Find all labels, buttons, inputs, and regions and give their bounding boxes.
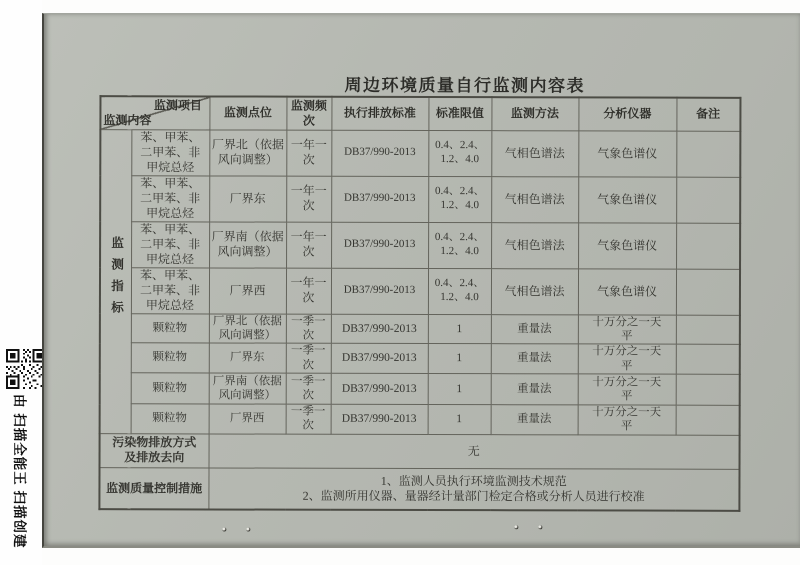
- cell-standard: DB37/990-2013: [331, 130, 428, 176]
- header-method: 监测方法: [491, 97, 578, 130]
- cell-freq: 一季一次: [286, 343, 331, 373]
- binder-dot: [514, 525, 518, 529]
- cell-remark: [676, 269, 740, 315]
- binder-dot: [538, 525, 542, 529]
- cell-standard: DB37/990-2013: [331, 314, 428, 344]
- cell-freq: 一年一次: [286, 222, 331, 268]
- cell-instrument: 十万分之一天平: [578, 405, 676, 435]
- cell-limit: 1: [428, 374, 491, 405]
- cell-instrument: 气象色谱仪: [578, 268, 676, 314]
- cell-item: 苯、甲苯、二甲苯、非甲烷总烃: [131, 175, 209, 221]
- cell-freq: 一季一次: [286, 314, 331, 344]
- row-group-cell: [100, 129, 132, 433]
- cell-point: 厂界北（依据风向调整）: [209, 129, 286, 175]
- cell-instrument: 气象色谱仪: [578, 176, 676, 222]
- cell-method: 重量法: [491, 314, 578, 344]
- camscanner-watermark-text: 由 扫描全能王 扫描创建: [12, 394, 27, 549]
- header-standard: 执行排放标准: [331, 97, 428, 130]
- cell-method: 气相色谱法: [491, 222, 578, 268]
- cell-point: 厂界南（依据风向调整）: [209, 373, 286, 404]
- cell-item: 苯、甲苯、二甲苯、非甲烷总烃: [131, 221, 209, 267]
- cell-point: 厂界东: [209, 343, 286, 373]
- cell-point: 厂界北（依据风向调整）: [209, 313, 286, 343]
- cell-remark: [676, 177, 740, 223]
- table-row: [100, 373, 740, 406]
- table-row: [100, 267, 740, 315]
- cell-method: 气相色谱法: [491, 130, 578, 176]
- table-row: [100, 404, 740, 435]
- binder-dot: [246, 528, 250, 532]
- cell-instrument: 气象色谱仪: [578, 222, 676, 268]
- cell-remark: [676, 344, 740, 374]
- cell-freq: 一季一次: [286, 373, 331, 404]
- cell-remark: [676, 315, 740, 345]
- table-row: [100, 343, 740, 374]
- header-freq: 监测频次: [286, 97, 331, 130]
- qr-code-icon: [6, 348, 46, 390]
- header-instrument: 分析仪器: [578, 97, 676, 130]
- cell-standard: DB37/990-2013: [331, 344, 428, 374]
- cell-item: 颗粒物: [131, 343, 209, 373]
- cell-standard: DB37/990-2013: [331, 373, 428, 404]
- qc-line-2: 2、监测所用仪器、量器经计量部门检定合格或分析人员进行校准: [302, 488, 645, 504]
- cell-item: 颗粒物: [131, 373, 209, 404]
- cell-method: 重量法: [491, 374, 578, 405]
- cell-limit: 0.4、2.4、1.2、4.0: [428, 130, 491, 176]
- discharge-label: 污染物排放方式及排放去向: [100, 433, 209, 467]
- cell-method: 气相色谱法: [491, 268, 578, 314]
- qc-measures: [208, 468, 739, 511]
- cell-point: 厂界西: [209, 267, 286, 313]
- corner-header-cell: [100, 96, 209, 129]
- cell-standard: DB37/990-2013: [331, 222, 428, 268]
- cell-freq: 一年一次: [286, 268, 331, 314]
- cell-remark: [676, 405, 740, 435]
- discharge-row: [100, 433, 740, 469]
- qc-label: 监测质量控制措施: [99, 467, 208, 509]
- cell-standard: DB37/990-2013: [331, 404, 428, 434]
- cell-point: 厂界东: [209, 175, 286, 221]
- cell-freq: 一年一次: [286, 130, 331, 176]
- cell-freq: 一季一次: [286, 404, 331, 434]
- table-row: [100, 129, 740, 177]
- watermark-strip: [0, 0, 42, 565]
- qc-line-1: 1、监测人员执行环境监测技术规范: [380, 473, 567, 489]
- monitoring-table: [98, 95, 741, 512]
- cell-point: 厂界西: [209, 404, 286, 434]
- cell-standard: DB37/990-2013: [331, 268, 428, 314]
- discharge-value: 无: [209, 434, 740, 469]
- cell-item: 颗粒物: [131, 313, 209, 343]
- paper: [42, 13, 800, 548]
- qc-row: [99, 467, 739, 511]
- cell-freq: 一年一次: [286, 176, 331, 222]
- corner-label-content: 监测内容: [103, 112, 152, 127]
- cell-limit: 0.4、2.4、1.2、4.0: [428, 222, 491, 268]
- cell-limit: 0.4、2.4、1.2、4.0: [428, 176, 491, 222]
- row-group-label: 监测指标: [109, 236, 124, 323]
- cell-limit: 1: [428, 405, 491, 435]
- cell-method: 重量法: [491, 344, 578, 374]
- cell-item: 颗粒物: [131, 404, 209, 434]
- cell-method: 气相色谱法: [491, 176, 578, 222]
- cell-remark: [676, 374, 740, 405]
- header-limit: 标准限值: [428, 97, 491, 130]
- cell-instrument: 气象色谱仪: [578, 130, 676, 176]
- header-remark: 备注: [676, 98, 740, 131]
- cell-instrument: 十万分之一天平: [578, 314, 676, 344]
- corner-label-project: 监测项目: [153, 98, 202, 113]
- cell-remark: [676, 223, 740, 269]
- cell-method: 重量法: [491, 405, 578, 435]
- header-row: [100, 96, 740, 131]
- cell-instrument: 十万分之一天平: [578, 374, 676, 405]
- cell-point: 厂界南（依据风向调整）: [209, 221, 286, 267]
- table-row: [100, 221, 740, 269]
- binder-dot: [222, 527, 226, 531]
- cell-limit: 0.4、2.4、1.2、4.0: [428, 268, 491, 314]
- cell-standard: DB37/990-2013: [331, 176, 428, 222]
- cell-instrument: 十万分之一天平: [578, 344, 676, 374]
- page-title: 周边环境质量自行监测内容表: [344, 75, 586, 96]
- header-point: 监测点位: [209, 96, 286, 129]
- table-row: [100, 175, 740, 223]
- cell-item: 苯、甲苯、二甲苯、非甲烷总烃: [131, 267, 209, 313]
- cell-remark: [676, 131, 740, 177]
- cell-limit: 1: [428, 314, 491, 344]
- table-row: [100, 313, 740, 344]
- cell-limit: 1: [428, 344, 491, 374]
- cell-item: 苯、甲苯、二甲苯、非甲烷总烃: [131, 129, 209, 175]
